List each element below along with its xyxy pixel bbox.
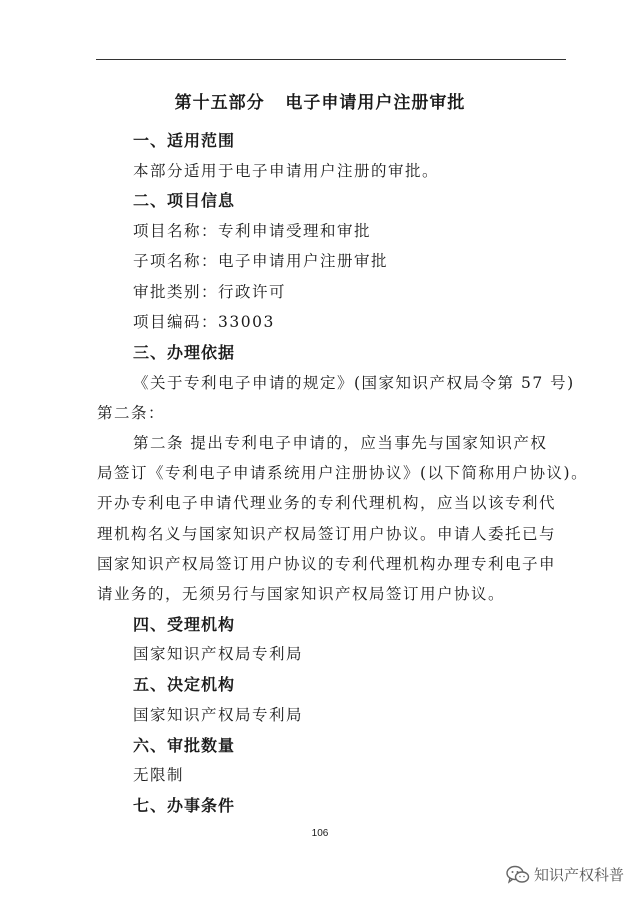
basis-paragraph-line: 局签订《专利电子申请系统用户注册协议》(以下简称用户协议)。: [97, 464, 589, 482]
basis-paragraph-line: 国家知识产权局签订用户协议的专利代理机构办理专利电子申: [97, 555, 557, 573]
approval-quantity: 无限制: [133, 766, 185, 784]
watermark: [506, 864, 624, 885]
section-heading-approval-quantity: 六、审批数量: [133, 736, 236, 755]
section-heading-scope: 一、适用范围: [133, 131, 236, 150]
deciding-agency: 国家知识产权局专利局: [133, 706, 304, 724]
page-title: 第十五部分 电子申请用户注册审批: [174, 93, 466, 113]
basis-paragraph-line: 理机构名义与国家知识产权局签订用户协议。申请人委托已与: [97, 525, 557, 543]
scope-text: 本部分适用于电子申请用户注册的审批。: [133, 162, 440, 180]
project-name: 项目名称：专利申请受理和审批: [133, 222, 372, 240]
basis-paragraph-line: 开办专利电子申请代理业务的专利代理机构，应当以该专利代: [97, 494, 557, 512]
project-code: 项目编码：33003: [133, 313, 275, 331]
basis-regulation: 《关于专利电子申请的规定》(国家知识产权局令第 57 号): [133, 374, 575, 392]
wechat-icon: [506, 865, 530, 885]
watermark-text: 知识产权科普: [533, 866, 624, 884]
header-rule: [96, 59, 566, 60]
accepting-agency: 国家知识产权局专利局: [133, 645, 304, 663]
section-heading-basis: 三、办理依据: [133, 343, 236, 362]
section-heading-deciding-agency: 五、决定机构: [133, 675, 236, 694]
section-heading-project-info: 二、项目信息: [133, 191, 236, 210]
basis-paragraph-line: 第二条 提出专利电子申请的，应当事先与国家知识产权: [133, 434, 548, 452]
section-heading-conditions: 七、办事条件: [133, 796, 236, 815]
section-heading-accepting-agency: 四、受理机构: [133, 615, 236, 634]
approval-category: 审批类别：行政许可: [133, 283, 287, 301]
subitem-name: 子项名称：电子申请用户注册审批: [133, 252, 389, 270]
basis-article-label: 第二条：: [97, 404, 166, 422]
basis-paragraph-line: 请业务的，无须另行与国家知识产权局签订用户协议。: [97, 585, 506, 603]
page-number: 106: [311, 828, 329, 839]
